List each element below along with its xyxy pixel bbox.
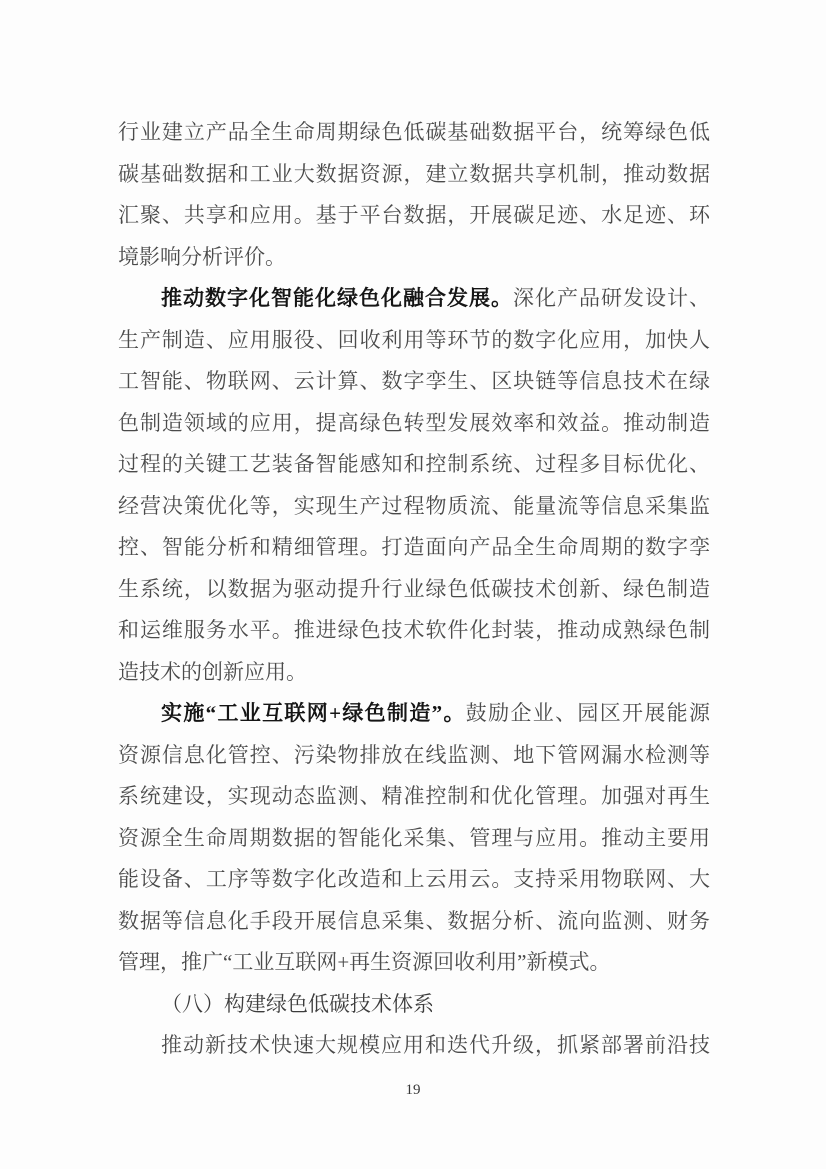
text-run: 过程的关键工艺装备智能感知和控制系统、过程多目标优化、: [118, 452, 710, 476]
text-line: [118, 569, 710, 611]
page-number: 19: [405, 1082, 421, 1098]
text-line: [118, 527, 710, 569]
text-line: [118, 901, 710, 943]
text-line: [118, 361, 710, 403]
text-run: 碳基础数据和工业大数据资源，建立数据共享机制，推动数据: [118, 161, 710, 186]
text-run: 造技术的创新应用。: [118, 659, 307, 684]
text-run: 数据等信息化手段开展信息采集、数据分析、流向监测、财务: [118, 908, 710, 933]
text-run: 能设备、工序等数字化改造和上云用云。支持采用物联网、大: [118, 867, 710, 891]
text-run: 系统建设，实现动态监测、精准控制和优化管理。加强对再生: [118, 784, 710, 808]
text-run: 汇聚、共享和应用。基于平台数据，开展碳足迹、水足迹、环: [118, 203, 710, 227]
text-line: [118, 195, 710, 237]
text-run: 深化产品研发设计、: [513, 286, 710, 310]
text-line: [118, 776, 710, 818]
text-run: 推动新技术快速大规模应用和迭代升级，抓紧部署前沿技: [161, 1033, 710, 1057]
text-run: 经营决策优化等，实现生产过程物质流、能量流等信息采集监: [118, 493, 710, 518]
text-line: [118, 652, 710, 694]
text-line: [118, 984, 710, 1026]
text-run: 工智能、物联网、云计算、数字孪生、区块链等信息技术在绿: [118, 369, 710, 393]
text-line: [118, 154, 710, 196]
text-run: 色制造领域的应用，提高绿色转型发展效率和效益。推动制造: [118, 410, 710, 435]
text-block: [118, 112, 710, 1067]
text-line: [118, 237, 710, 279]
text-line: [118, 942, 710, 984]
bold-lead-run: 实施“工业互联网+绿色制造”。: [161, 701, 466, 725]
text-run: 鼓励企业、园区开展能源: [465, 701, 711, 725]
text-line: [118, 818, 710, 860]
text-line: [118, 320, 710, 362]
text-run: 境影响分析评价。: [118, 244, 286, 269]
text-run: 生产制造、应用服役、回收利用等环节的数字化应用，加快人: [118, 327, 710, 352]
bold-lead-run: 推动数字化智能化绿色化融合发展。: [161, 286, 513, 310]
text-run: 控、智能分析和精细管理。打造面向产品全生命周期的数字孪: [118, 535, 710, 559]
text-line: [118, 859, 710, 901]
text-line: [118, 1025, 710, 1067]
text-line: [118, 486, 710, 528]
text-run: 管理，推广“工业互联网+再生资源回收利用”新模式。: [118, 950, 611, 974]
text-run: 和运维服务水平。推进绿色技术软件化封装，推动成熟绿色制: [118, 618, 710, 642]
text-line: [118, 403, 710, 445]
text-run: 资源信息化管控、污染物排放在线监测、地下管网漏水检测等: [118, 742, 710, 767]
text-line: [118, 278, 710, 320]
text-line: [118, 112, 710, 154]
text-run: 生系统，以数据为驱动提升行业绿色低碳技术创新、绿色制造: [118, 576, 710, 601]
text-line: [118, 610, 710, 652]
text-run: 行业建立产品全生命周期绿色低碳基础数据平台，统筹绿色低: [118, 120, 710, 144]
text-line: [118, 444, 710, 486]
section-heading-run: （八）构建绿色低碳技术体系: [161, 991, 434, 1016]
text-line: [118, 693, 710, 735]
text-run: 资源全生命周期数据的智能化采集、管理与应用。推动主要用: [118, 825, 710, 850]
text-line: [118, 735, 710, 777]
